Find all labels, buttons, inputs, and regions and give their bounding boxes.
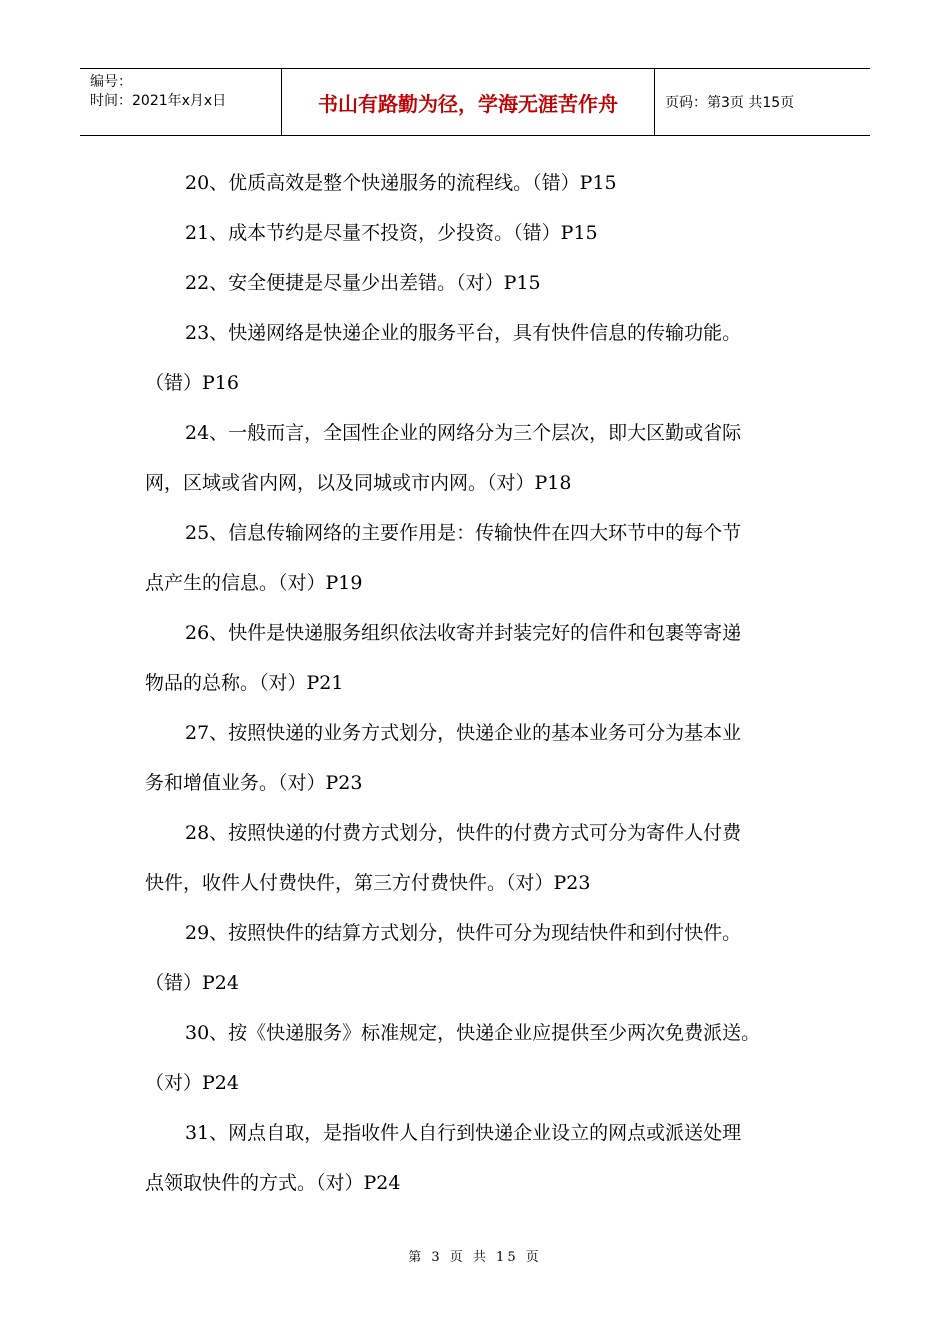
text-line: 23、快递网络是快递企业的服务平台，具有快件信息的传输功能。 xyxy=(185,322,742,344)
text-line: 点产生的信息。（对）P19 xyxy=(145,572,363,594)
text-line: （对）P24 xyxy=(145,1072,239,1094)
text-line: 30、按《快递服务》标准规定，快递企业应提供至少两次免费派送。 xyxy=(185,1022,761,1044)
text-line: 28、按照快递的付费方式划分，快件的付费方式可分为寄件人付费 xyxy=(185,822,742,844)
header-page-info: 页码：第3页 共15页 xyxy=(665,95,795,111)
header-motto: 书山有路勤为径，学海无涯苦作舟 xyxy=(282,69,655,135)
text-line: 点领取快件的方式。（对）P24 xyxy=(145,1172,401,1194)
number-label: 编号： xyxy=(90,74,132,90)
header-meta xyxy=(80,69,282,135)
page-footer: 第 3 页 共 15 页 xyxy=(408,1250,542,1265)
text-line: 21、成本节约是尽量不投资，少投资。（错）P15 xyxy=(185,222,598,244)
page-header xyxy=(80,68,870,136)
text-line: （错）P24 xyxy=(145,972,239,994)
text-line: 27、按照快递的业务方式划分，快递企业的基本业务可分为基本业 xyxy=(185,722,742,744)
text-line: （错）P16 xyxy=(145,372,239,394)
text-line: 26、快件是快递服务组织依法收寄并封装完好的信件和包裹等寄递 xyxy=(185,622,742,644)
text-line: 网，区域或省内网，以及同城或市内网。（对）P18 xyxy=(145,472,572,494)
text-line: 20、优质高效是整个快递服务的流程线。（错）P15 xyxy=(185,172,617,194)
text-line: 29、按照快件的结算方式划分，快件可分为现结快件和到付快件。 xyxy=(185,922,742,944)
document-body xyxy=(145,158,825,1208)
text-line: 快件，收件人付费快件，第三方付费快件。（对）P23 xyxy=(145,872,591,894)
text-line: 22、安全便捷是尽量少出差错。（对）P15 xyxy=(185,272,541,294)
date-label: 时间：2021年x月x日 xyxy=(90,93,227,109)
text-line: 24、一般而言，全国性企业的网络分为三个层次，即大区勤或省际 xyxy=(185,422,742,444)
text-line: 物品的总称。（对）P21 xyxy=(145,672,344,694)
text-line: 务和增值业务。（对）P23 xyxy=(145,772,363,794)
text-line: 25、信息传输网络的主要作用是：传输快件在四大环节中的每个节 xyxy=(185,522,742,544)
text-line: 31、网点自取，是指收件人自行到快递企业设立的网点或派送处理 xyxy=(185,1122,742,1144)
